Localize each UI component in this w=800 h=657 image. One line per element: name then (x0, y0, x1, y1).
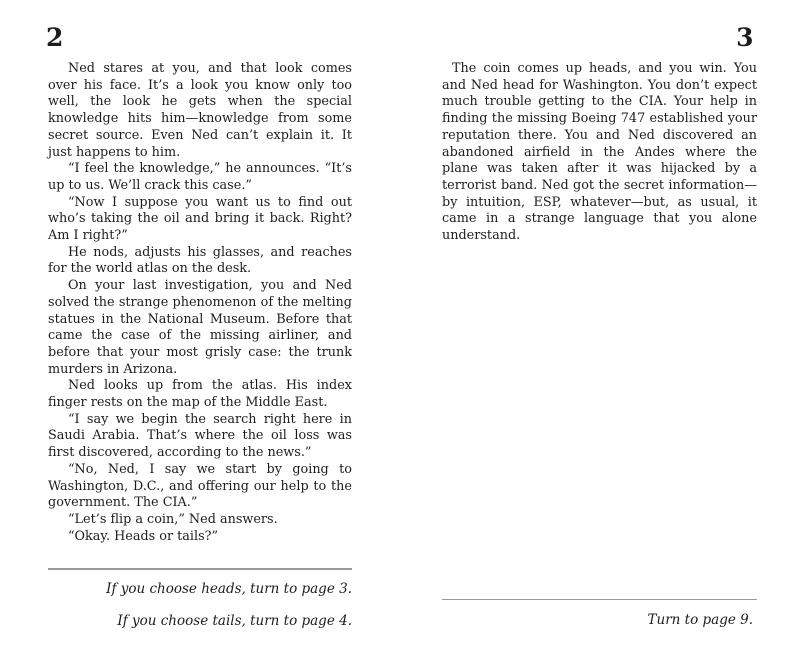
choice-tails: If you choose tails, turn to page 4. (117, 613, 352, 629)
page-body-left (48, 61, 352, 545)
story-paragraph: The coin comes up heads, and you win. You and Ned head for Washington. You don’t expect much trouble getting to the CIA. Your help in finding the missing Boeing 747 established your reputation there. You and Ned discovered an abandoned airfield in the Andes where the plane was taken after it was hijacked by a terrorist band. Ned got the secret information—by intuition, ESP, whatever—but, as usual, it came in a strange language that you alone understand. (442, 61, 757, 244)
page-right (442, 0, 757, 657)
choice-turn-instruction: Turn to page 9. (647, 612, 753, 628)
choice-divider (442, 599, 757, 600)
choice-divider (48, 568, 352, 570)
page-number-left: 2 (46, 23, 64, 52)
page-left (48, 0, 352, 657)
story-paragraph: “No, Ned, I say we start by going to Washington, D.C., and offering our help to the government. The CIA.” (48, 461, 352, 511)
story-paragraph: “I say we begin the search right here in Saudi Arabia. That’s where the oil loss was first discovered, according to the news.” (48, 411, 352, 461)
story-paragraph: “Now I suppose you want us to find out who’s taking the oil and bring it back. Right? Am I right?” (48, 194, 352, 244)
story-paragraph: “Let’s flip a coin,” Ned answers. (68, 511, 278, 527)
story-paragraph: Ned stares at you, and that look comes over his face. It’s a look you know only too well, the look he gets when the special knowledge hits him—knowledge from some secret source. Even Ned can’t explain it. It just happens to him. (48, 61, 352, 160)
page-body-right (442, 61, 757, 245)
story-paragraph: “Okay. Heads or tails?” (68, 528, 219, 544)
story-paragraph: Ned looks up from the atlas. His index finger rests on the map of the Middle East. (48, 378, 352, 411)
story-paragraph: “I feel the knowledge,” he announces. “It’s up to us. We’ll crack this case.” (48, 161, 352, 193)
story-paragraph: On your last investigation, you and Ned solved the strange phenomenon of the melting statues in the National Museum. Before that came the case of the missing airliner, and before that your most grisly case: the trunk murders in Arizona. (48, 278, 352, 377)
page-number-right: 3 (736, 23, 754, 52)
story-paragraph: He nods, adjusts his glasses, and reaches for the world atlas on the desk. (48, 244, 352, 277)
choice-heads: If you choose heads, turn to page 3. (106, 581, 352, 597)
